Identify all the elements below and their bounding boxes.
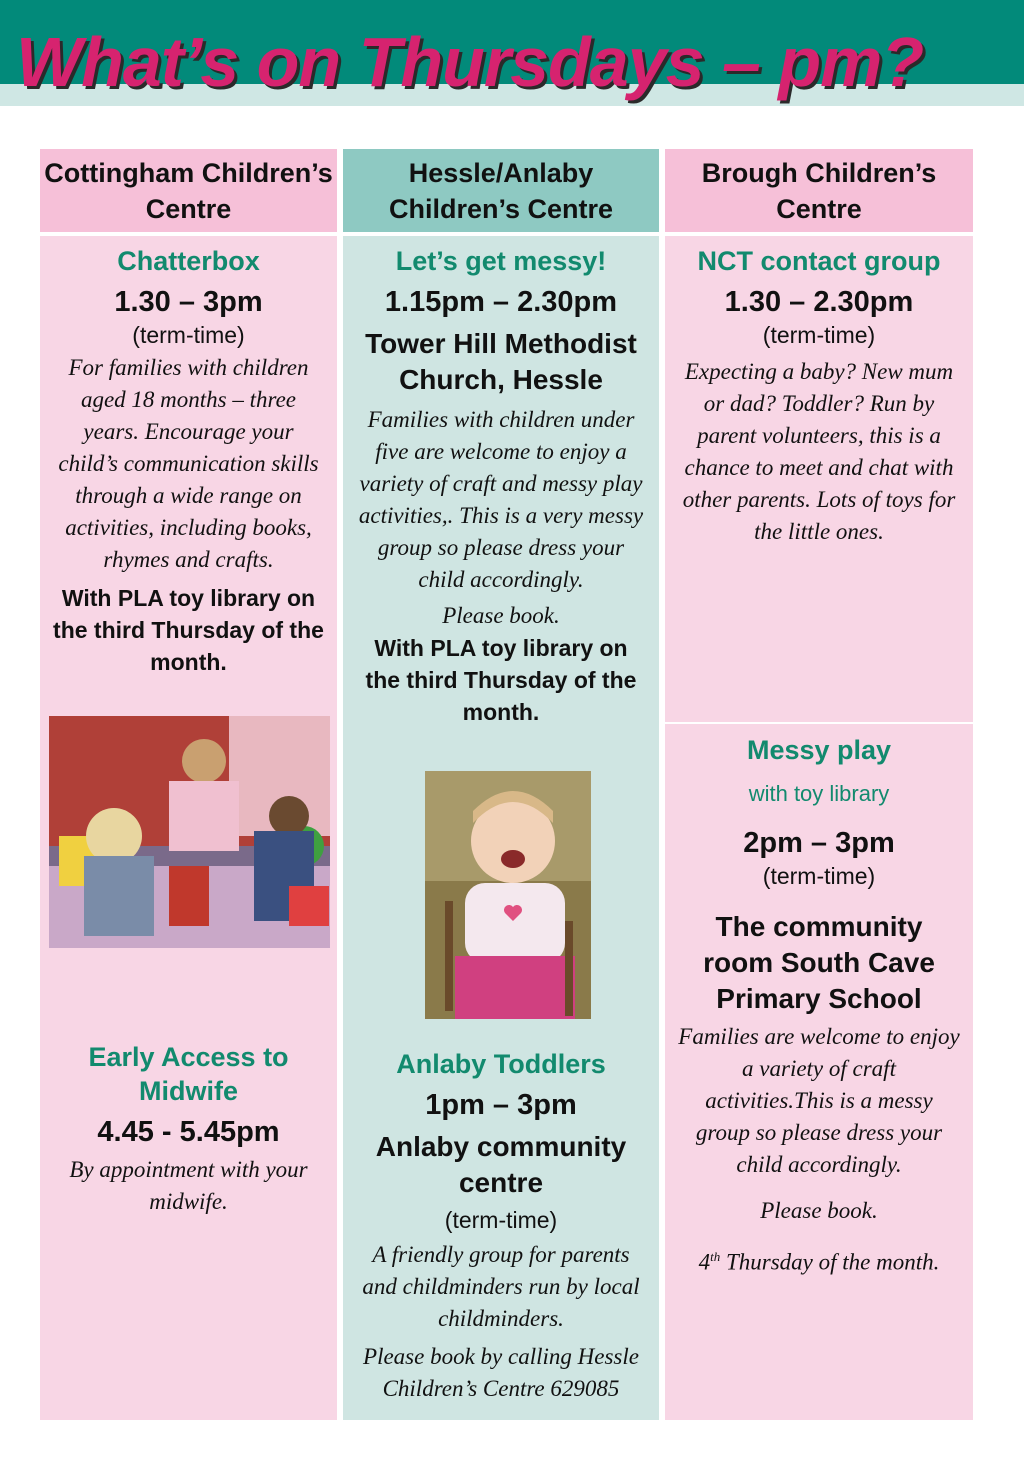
column-heading-cottingham: Cottingham Children’s Centre: [40, 149, 337, 232]
messy-play-block: [665, 733, 973, 1279]
term-time-label: (term-time): [762, 863, 876, 889]
activity-description: Expecting a baby? New mum or dad? Toddler? Run by parent volunteers, this is a chance to meet and chat with other parents. Lots of toys for the little ones.: [682, 359, 956, 544]
activity-time: 1pm – 3pm: [425, 1089, 577, 1121]
activity-time: 1.30 – 3pm: [114, 286, 263, 318]
midwife-block: [40, 1040, 337, 1218]
activity-description: Families are welcome to enjoy a variety of craft activities.This is a messy group so please dress your child accordingly.: [678, 1024, 960, 1177]
column-heading-brough: Brough Children’s Centre: [665, 149, 973, 232]
anlaby-toddlers-block: [343, 1047, 659, 1405]
schedule-note: [677, 1241, 961, 1279]
activity-description: Families with children under five are welcome to enjoy a variety of craft and messy play activities,. This is a very messy group so please dress your child accordingly.: [358, 407, 644, 592]
nct-contact-group-block: [665, 244, 973, 548]
booking-note: Please book.: [442, 603, 560, 628]
children-playing-photo: [49, 716, 330, 948]
activity-description: A friendly group for parents and childminders run by local childminders.: [362, 1242, 640, 1331]
chatterbox-block: [40, 244, 337, 678]
toy-library-note: With PLA toy library on the third Thursday of the month.: [53, 585, 324, 675]
activity-name: Let’s get messy!: [395, 246, 607, 276]
activity-name: NCT contact group: [697, 246, 941, 276]
venue: Tower Hill Methodist Church, Hessle: [365, 328, 637, 395]
activity-time: 2pm – 3pm: [743, 827, 895, 859]
activity-name: Messy play: [746, 735, 892, 765]
activity-name: Anlaby Toddlers: [396, 1049, 606, 1079]
schedule-day-suffix: th: [710, 1249, 721, 1264]
activity-name: Chatterbox: [117, 246, 260, 276]
activity-description: By appointment with your midwife.: [69, 1157, 308, 1214]
toy-library-note: With PLA toy library on the third Thursday of the month.: [365, 635, 637, 725]
term-time-label: (term-time): [762, 322, 876, 348]
booking-note: Please book by calling Hessle Children’s Centre 629085: [363, 1344, 639, 1401]
activity-time: 1.15pm – 2.30pm: [384, 286, 618, 318]
schedule-day-rest: Thursday of the month.: [720, 1249, 940, 1275]
venue: The community room South Cave Primary School: [703, 911, 935, 1014]
activity-description: For families with children aged 18 months – three years. Encourage your child’s communication skills through a wide range on activities, including books, rhymes and crafts.: [58, 355, 319, 572]
schedule-day-number: 4: [698, 1249, 711, 1275]
activity-time: 1.30 – 2.30pm: [724, 286, 914, 318]
page-title: What’s on Thursdays – pm?: [16, 23, 924, 101]
term-time-label: (term-time): [444, 1207, 558, 1233]
activity-time: 4.45 - 5.45pm: [97, 1116, 280, 1148]
toddler-photo: [425, 771, 591, 1019]
venue: Anlaby community centre: [375, 1131, 627, 1198]
activity-subtitle: with toy library: [748, 781, 890, 806]
booking-note: Please book.: [760, 1198, 878, 1223]
activity-name: Early Access to Midwife: [88, 1042, 289, 1106]
lets-get-messy-block: [343, 244, 659, 728]
column-heading-hessle: Hessle/Anlaby Children’s Centre: [343, 149, 659, 232]
term-time-label: (term-time): [132, 322, 245, 348]
